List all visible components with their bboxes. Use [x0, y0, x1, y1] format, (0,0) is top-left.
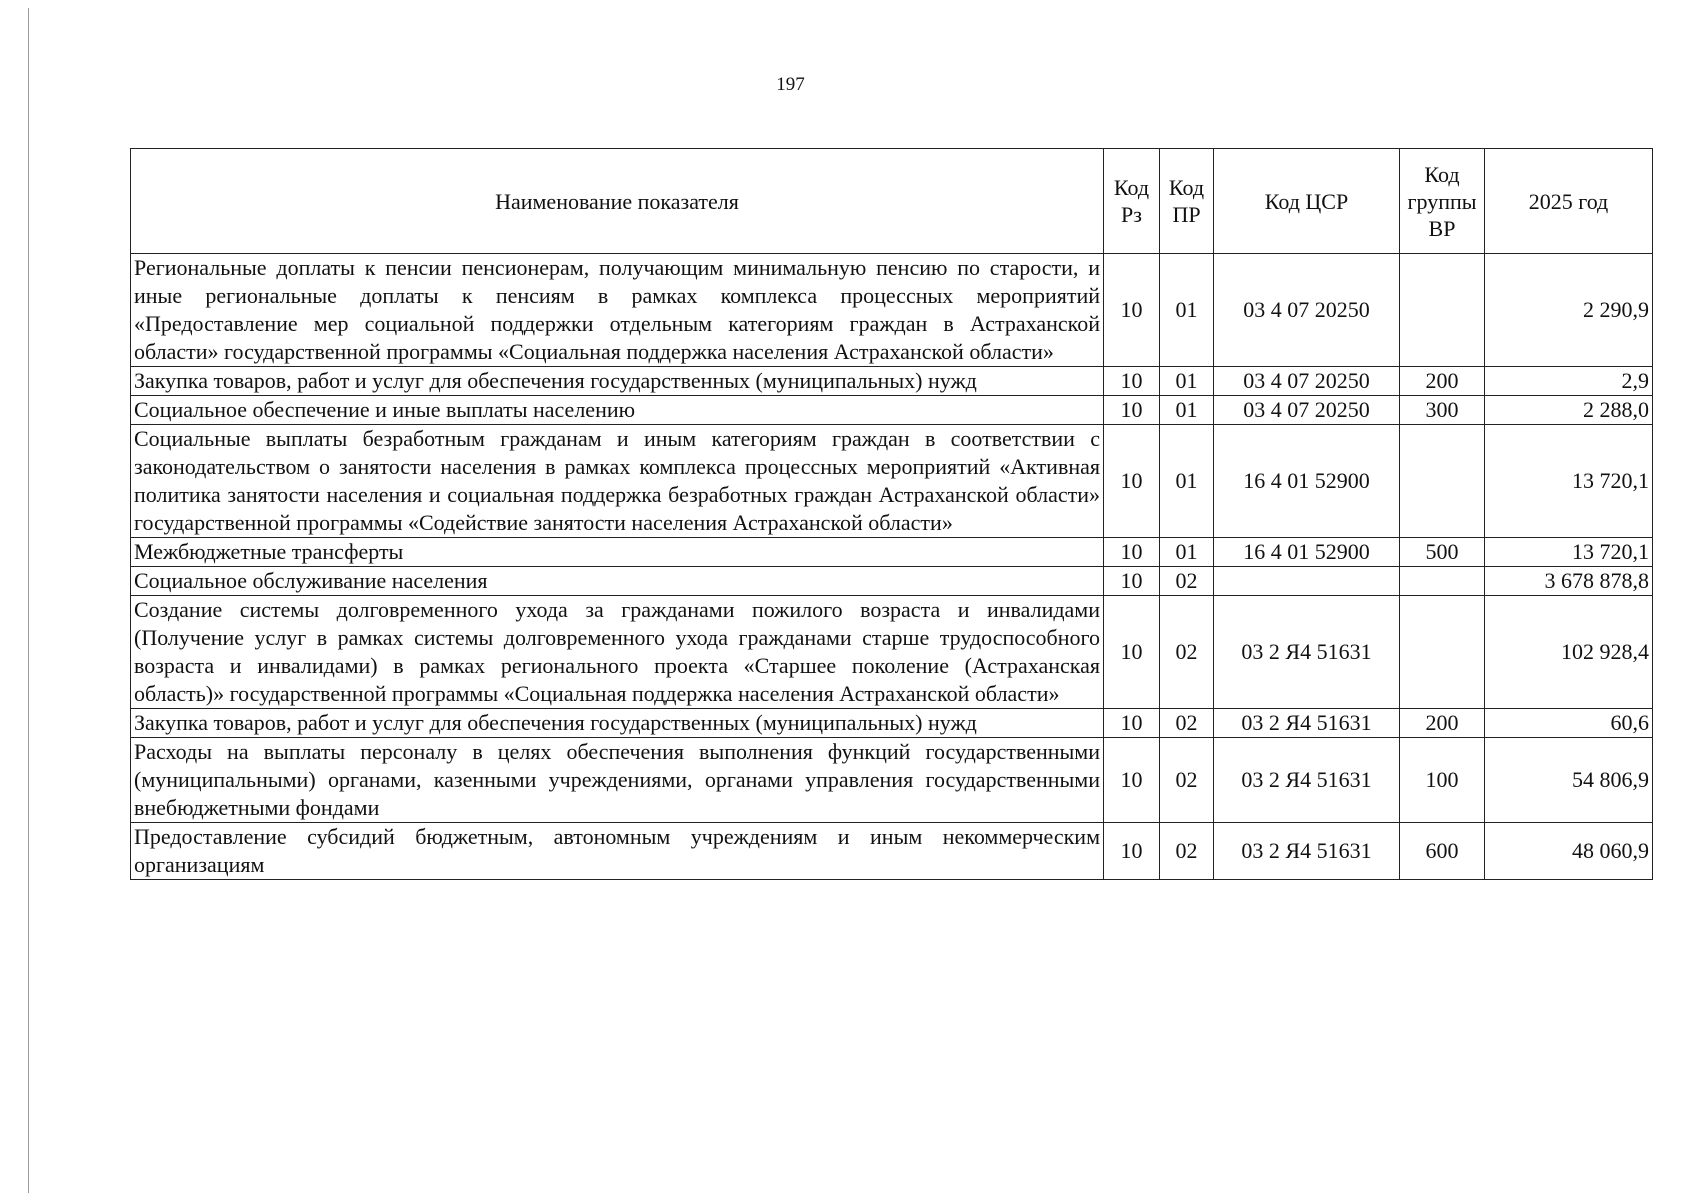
header-row: [131, 149, 1653, 254]
budget-table: [130, 148, 1653, 880]
row-csr: 03 4 07 20250: [1214, 254, 1400, 367]
header-csr: Код ЦСР: [1214, 149, 1400, 254]
row-rz: 10: [1104, 738, 1160, 823]
row-pr: 02: [1160, 596, 1214, 709]
table-row: [131, 709, 1653, 738]
row-rz: 10: [1104, 425, 1160, 538]
row-vr: [1400, 425, 1485, 538]
row-pr: 02: [1160, 738, 1214, 823]
row-amount: 60,6: [1485, 709, 1653, 738]
header-year: 2025 год: [1485, 149, 1653, 254]
row-pr: 01: [1160, 367, 1214, 396]
row-csr: [1214, 567, 1400, 596]
row-rz: 10: [1104, 567, 1160, 596]
row-name: Социальное обеспечение и иные выплаты населению: [131, 396, 1104, 425]
row-rz: 10: [1104, 367, 1160, 396]
row-name: Региональные доплаты к пенсии пенсионерам, получающим минимальную пенсию по старости, и иные региональные доплаты к пенсиям в рамках комплекса процессных мероприятий «Предоставление мер социальной поддержки отдельным категориям граждан в Астраханской области» государственной программы «Социальная поддержка населения Астраханской области»: [131, 254, 1104, 367]
row-vr: 300: [1400, 396, 1485, 425]
page-number: 197: [776, 74, 805, 95]
row-vr: 200: [1400, 367, 1485, 396]
row-csr: 03 4 07 20250: [1214, 367, 1400, 396]
row-vr: [1400, 254, 1485, 367]
table-row: [131, 823, 1653, 880]
row-pr: 01: [1160, 254, 1214, 367]
row-amount: 54 806,9: [1485, 738, 1653, 823]
row-name: Создание системы долговременного ухода за гражданами пожилого возраста и инвалидами (Получение услуг в рамках системы долговременного ухода гражданами старше трудоспособного возраста и инвалидами) в рамках регионального проекта «Старшее поколение (Астраханская область)» государственной программы «Социальная поддержка населения Астраханской области»: [131, 596, 1104, 709]
row-pr: 02: [1160, 567, 1214, 596]
row-vr: 600: [1400, 823, 1485, 880]
table-row: [131, 367, 1653, 396]
header-vr: Код группы ВР: [1400, 149, 1485, 254]
row-rz: 10: [1104, 254, 1160, 367]
row-rz: 10: [1104, 823, 1160, 880]
row-csr: 03 2 Я4 51631: [1214, 823, 1400, 880]
header-pr: Код ПР: [1160, 149, 1214, 254]
table-row: [131, 567, 1653, 596]
row-name: Расходы на выплаты персоналу в целях обеспечения выполнения функций государственными (муниципальными) органами, казенными учреждениями, органами управления государственными внебюджетными фондами: [131, 738, 1104, 823]
row-csr: 16 4 01 52900: [1214, 425, 1400, 538]
row-csr: 03 2 Я4 51631: [1214, 596, 1400, 709]
row-amount: 2 290,9: [1485, 254, 1653, 367]
row-name: Закупка товаров, работ и услуг для обеспечения государственных (муниципальных) нужд: [131, 709, 1104, 738]
table-row: [131, 596, 1653, 709]
table-row: [131, 425, 1653, 538]
row-pr: 01: [1160, 538, 1214, 567]
row-amount: 3 678 878,8: [1485, 567, 1653, 596]
row-amount: 102 928,4: [1485, 596, 1653, 709]
row-rz: 10: [1104, 709, 1160, 738]
row-pr: 02: [1160, 709, 1214, 738]
row-pr: 01: [1160, 396, 1214, 425]
row-pr: 02: [1160, 823, 1214, 880]
header-name: Наименование показателя: [131, 149, 1104, 254]
row-pr: 01: [1160, 425, 1214, 538]
table-row: [131, 738, 1653, 823]
row-csr: 03 2 Я4 51631: [1214, 709, 1400, 738]
row-vr: 100: [1400, 738, 1485, 823]
row-name: Межбюджетные трансферты: [131, 538, 1104, 567]
row-rz: 10: [1104, 538, 1160, 567]
row-name: Социальное обслуживание населения: [131, 567, 1104, 596]
row-csr: 16 4 01 52900: [1214, 538, 1400, 567]
row-csr: 03 2 Я4 51631: [1214, 738, 1400, 823]
row-amount: 2,9: [1485, 367, 1653, 396]
row-rz: 10: [1104, 596, 1160, 709]
row-vr: [1400, 596, 1485, 709]
row-name: Закупка товаров, работ и услуг для обеспечения государственных (муниципальных) нужд: [131, 367, 1104, 396]
table-row: [131, 254, 1653, 367]
header-rz: Код Рз: [1104, 149, 1160, 254]
table-row: [131, 538, 1653, 567]
row-vr: [1400, 567, 1485, 596]
row-amount: 13 720,1: [1485, 425, 1653, 538]
row-amount: 13 720,1: [1485, 538, 1653, 567]
row-name: Социальные выплаты безработным гражданам и иным категориям граждан в соответствии с законодательством о занятости населения в рамках комплекса процессных мероприятий «Активная политика занятости населения и социальная поддержка безработных граждан Астраханской области» государственной программы «Содействие занятости населения Астраханской области»: [131, 425, 1104, 538]
binding-margin-line: [28, 8, 29, 1193]
row-csr: 03 4 07 20250: [1214, 396, 1400, 425]
row-amount: 2 288,0: [1485, 396, 1653, 425]
row-amount: 48 060,9: [1485, 823, 1653, 880]
row-vr: 200: [1400, 709, 1485, 738]
table-row: [131, 396, 1653, 425]
row-name: Предоставление субсидий бюджетным, автономным учреждениям и иным некоммерческим организациям: [131, 823, 1104, 880]
row-vr: 500: [1400, 538, 1485, 567]
row-rz: 10: [1104, 396, 1160, 425]
